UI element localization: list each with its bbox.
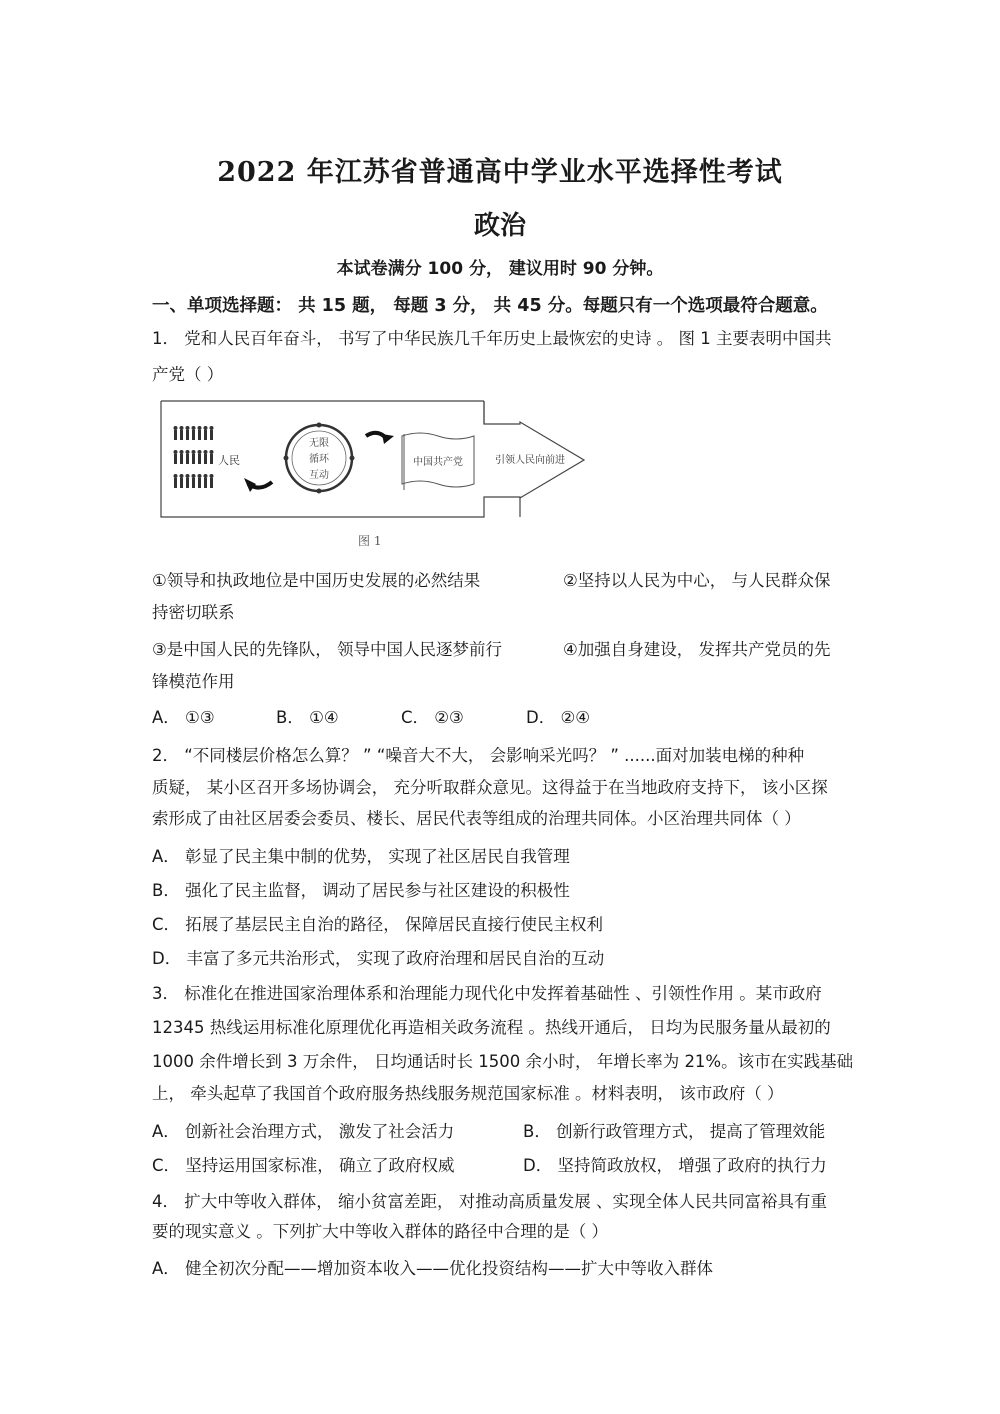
q2-option-c[interactable]: C． 拓展了基层民主自治的路径， 保障居民直接行使民主权利 — [152, 915, 604, 934]
q3-option-c[interactable]: C． 坚持运用国家标准， 确立了政府权威 — [152, 1156, 455, 1175]
q1-stem-line2: 产党（ ） — [152, 365, 224, 384]
circle-text-3: 互动 — [309, 470, 329, 481]
q1-stem-line1: 1． 党和人民百年奋斗， 书写了中华民族几千年历史上最恢宏的史诗 。 图 1 主要表明中国共 — [152, 329, 832, 348]
q1-option-a[interactable]: A． ①③ — [152, 708, 215, 727]
q4-stem-line2: 要的现实意义 。下列扩大中等收入群体的路径中合理的是（ ） — [152, 1222, 608, 1241]
q3-stem-line4: 上， 牵头起草了我国首个政府服务热线服务规范国家标准 。材料表明， 该市政府（ ） — [152, 1084, 784, 1103]
exam-title: 2022 年江苏省普通高中学业水平选择性考试 — [217, 157, 783, 188]
q4-stem-line1: 4． 扩大中等收入群体， 缩小贫富差距， 对推动高质量发展 、实现全体人民共同富裕具有重 — [152, 1192, 827, 1211]
q2-stem-line1: 2． “不同楼层价格怎么算？ ” “噪音大不大， 会影响采光吗？ ” ......面对加装电梯的种种 — [152, 746, 805, 765]
arrow-label: 引领人民向前进 — [495, 455, 565, 466]
subject-title: 政治 — [473, 211, 526, 241]
q4-option-a[interactable]: A． 健全初次分配——增加资本收入——优化投资结构——扩大中等收入群体 — [152, 1259, 714, 1278]
q1-option-b[interactable]: B． ①④ — [276, 708, 339, 727]
circle-text-1: 无限 — [309, 438, 329, 449]
party-label: 中国共产党 — [413, 457, 463, 468]
people-icon — [174, 426, 214, 488]
q1-option-d[interactable]: D． ②④ — [526, 708, 591, 727]
q2-stem-line2: 质疑， 某小区召开多场协调会， 充分听取群众意见。这得益于在当地政府支持下， 该小区探 — [152, 778, 828, 797]
circle-text-2: 循环 — [309, 454, 329, 465]
q1-figure — [160, 400, 588, 518]
q3-stem-line2: 12345 热线运用标准化原理优化再造相关政务流程 。热线开通后， 日均为民服务量从最初的 — [152, 1018, 831, 1037]
q3-option-a[interactable]: A． 创新社会治理方式， 激发了社会活力 — [152, 1122, 455, 1141]
q1-statement-3: ③是中国人民的先锋队， 领导中国人民逐梦前行 — [152, 640, 503, 659]
q1-statement-1: ①领导和执政地位是中国历史发展的必然结果 — [152, 571, 481, 590]
q3-option-d[interactable]: D． 坚持简政放权， 增强了政府的执行力 — [523, 1156, 827, 1175]
section-heading: 一、单项选择题： 共 15 题， 每题 3 分， 共 45 分。每题只有一个选项最符合题意。 — [152, 296, 828, 316]
q2-stem-line3: 索形成了由社区居委会委员、楼长、居民代表等组成的治理共同体。小区治理共同体（ ） — [152, 809, 801, 828]
q2-option-b[interactable]: B． 强化了民主监督， 调动了居民参与社区建设的积极性 — [152, 881, 570, 900]
q3-stem-line3: 1000 余件增长到 3 万余件， 日均通话时长 1500 余小时， 年增长率为 21%。该市在实践基础 — [152, 1052, 854, 1071]
q1-statement-4b: 锋模范作用 — [152, 672, 235, 691]
q1-statement-4a: ④加强自身建设， 发挥共产党员的先 — [563, 640, 831, 659]
people-label: 人民 — [218, 454, 240, 467]
figure-caption: 图 1 — [358, 534, 382, 548]
q1-option-c[interactable]: C． ②③ — [401, 708, 464, 727]
exam-note: 本试卷满分 100 分， 建议用时 90 分钟。 — [336, 259, 664, 279]
q2-option-a[interactable]: A． 彰显了民主集中制的优势， 实现了社区居民自我管理 — [152, 847, 570, 866]
q1-statement-2b: 持密切联系 — [152, 603, 235, 622]
q3-option-b[interactable]: B． 创新行政管理方式， 提高了管理效能 — [523, 1122, 826, 1141]
figure-diagram — [160, 400, 588, 518]
q2-option-d[interactable]: D． 丰富了多元共治形式， 实现了政府治理和居民自治的互动 — [152, 949, 605, 968]
q1-statement-2a: ②坚持以人民为中心， 与人民群众保 — [563, 571, 831, 590]
q3-stem-line1: 3． 标准化在推进国家治理体系和治理能力现代化中发挥着基础性 、引领性作用 。某市政府 — [152, 984, 822, 1003]
